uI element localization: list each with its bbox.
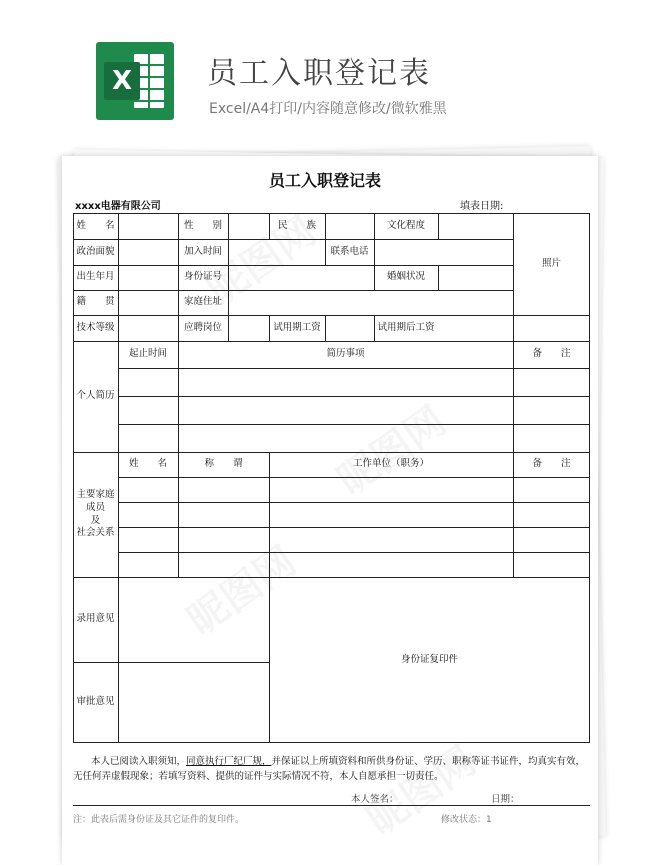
revision-status: 修改状态：1 — [441, 815, 492, 825]
family-section-label — [73, 452, 118, 577]
address-label: 家庭住址 — [183, 296, 222, 308]
id-number-label: 身份证号 — [183, 271, 222, 283]
gender-field[interactable] — [228, 213, 269, 239]
ethnicity-label: 民 族 — [277, 219, 316, 231]
family-row[interactable] — [118, 527, 590, 552]
native-place-label: 籍 贯 — [76, 296, 115, 308]
excel-letter: X — [104, 62, 140, 100]
name-label: 姓 名 — [76, 219, 115, 231]
hire-opinion-field[interactable] — [118, 577, 269, 662]
company-name: xxxx电器有限公司 — [75, 201, 161, 212]
skill-level-label: 技术等级 — [76, 321, 115, 333]
id-copy-area[interactable]: 身份证复印件 — [400, 653, 458, 665]
family-name-header: 姓 名 — [128, 458, 167, 470]
resume-remark-header: 备 注 — [532, 348, 571, 360]
family-relation-header: 称 谓 — [204, 458, 243, 470]
signature-label: 本人签名： — [351, 794, 399, 805]
declaration-part: 本人已阅读入职须知， — [91, 756, 187, 767]
family-row[interactable] — [118, 477, 590, 502]
name-field[interactable] — [118, 213, 178, 239]
education-label: 文化程度 — [386, 219, 425, 231]
political-label: 政治面貌 — [76, 245, 115, 257]
marital-field[interactable] — [438, 265, 513, 290]
family-employer-header: 工作单位（职务） — [352, 458, 429, 470]
political-field[interactable] — [118, 239, 178, 265]
resume-item-header: 简历事项 — [326, 348, 365, 360]
resume-row[interactable] — [118, 396, 590, 424]
marital-label: 婚姻状况 — [386, 271, 425, 283]
declaration-rules: 同意执行厂纪厂规， — [186, 756, 272, 767]
gender-label: 性 别 — [183, 219, 222, 231]
phone-field[interactable] — [374, 239, 513, 265]
approve-opinion-field[interactable] — [118, 662, 269, 743]
declaration-statement — [73, 754, 590, 784]
resume-section-label: 个人简历 — [76, 390, 115, 402]
footnote: 注：此表后需身份证及其它证件的复印件。 — [73, 815, 245, 825]
birth-label: 出生年月 — [76, 271, 115, 283]
post-probation-wage-field[interactable] — [438, 315, 590, 341]
family-row[interactable] — [118, 552, 590, 577]
family-section-line: 成员 — [85, 501, 105, 513]
resume-row[interactable] — [118, 424, 590, 452]
declaration-part: 并保证以上所填资料和所供身份证、学历、职称等证书证件，均真实有效，无任何弄虚假现象；若填写资料、提供的证件与实际情况不符，本人自愿承担一切责任。 — [73, 756, 586, 782]
registration-form-table — [73, 213, 590, 743]
post-probation-wage-label: 试用期后工资 — [377, 321, 435, 333]
signature-date-label: 日期： — [491, 794, 520, 805]
skill-level-field[interactable] — [118, 315, 178, 341]
family-remark-header: 备 注 — [532, 458, 571, 470]
native-place-field[interactable] — [118, 290, 178, 315]
join-date-field[interactable] — [228, 239, 325, 265]
page-subtitle: Excel/A4打印/内容随意修改/微软雅黑 — [209, 101, 447, 117]
family-row[interactable] — [118, 502, 590, 527]
resume-row[interactable] — [118, 368, 590, 396]
photo-box[interactable]: 照片 — [541, 257, 561, 269]
family-section-line: 主要家庭 — [76, 488, 115, 500]
family-section-line: 社会关系 — [76, 527, 115, 539]
form-title: 员工入职登记表 — [268, 171, 381, 190]
hire-opinion-label: 录用意见 — [76, 613, 115, 625]
address-field[interactable] — [228, 290, 513, 315]
birth-field[interactable] — [118, 265, 178, 290]
probation-wage-field[interactable] — [325, 315, 374, 341]
education-field[interactable] — [438, 213, 513, 239]
family-section-line: 及 — [90, 514, 101, 526]
join-date-label: 加入时间 — [183, 245, 222, 257]
approve-opinion-label: 审批意见 — [76, 696, 115, 708]
page-title: 员工入职登记表 — [207, 56, 431, 91]
probation-wage-label: 试用期工资 — [273, 321, 321, 333]
excel-icon — [96, 42, 174, 120]
position-field[interactable] — [228, 315, 269, 341]
id-number-field[interactable] — [228, 265, 374, 290]
phone-label: 联系电话 — [330, 245, 369, 257]
fill-date-label: 填表日期: — [460, 201, 504, 212]
position-label: 应聘岗位 — [183, 321, 222, 333]
signature-row — [73, 790, 590, 806]
resume-period-header: 起止时间 — [128, 348, 167, 360]
ethnicity-field[interactable] — [325, 213, 374, 239]
